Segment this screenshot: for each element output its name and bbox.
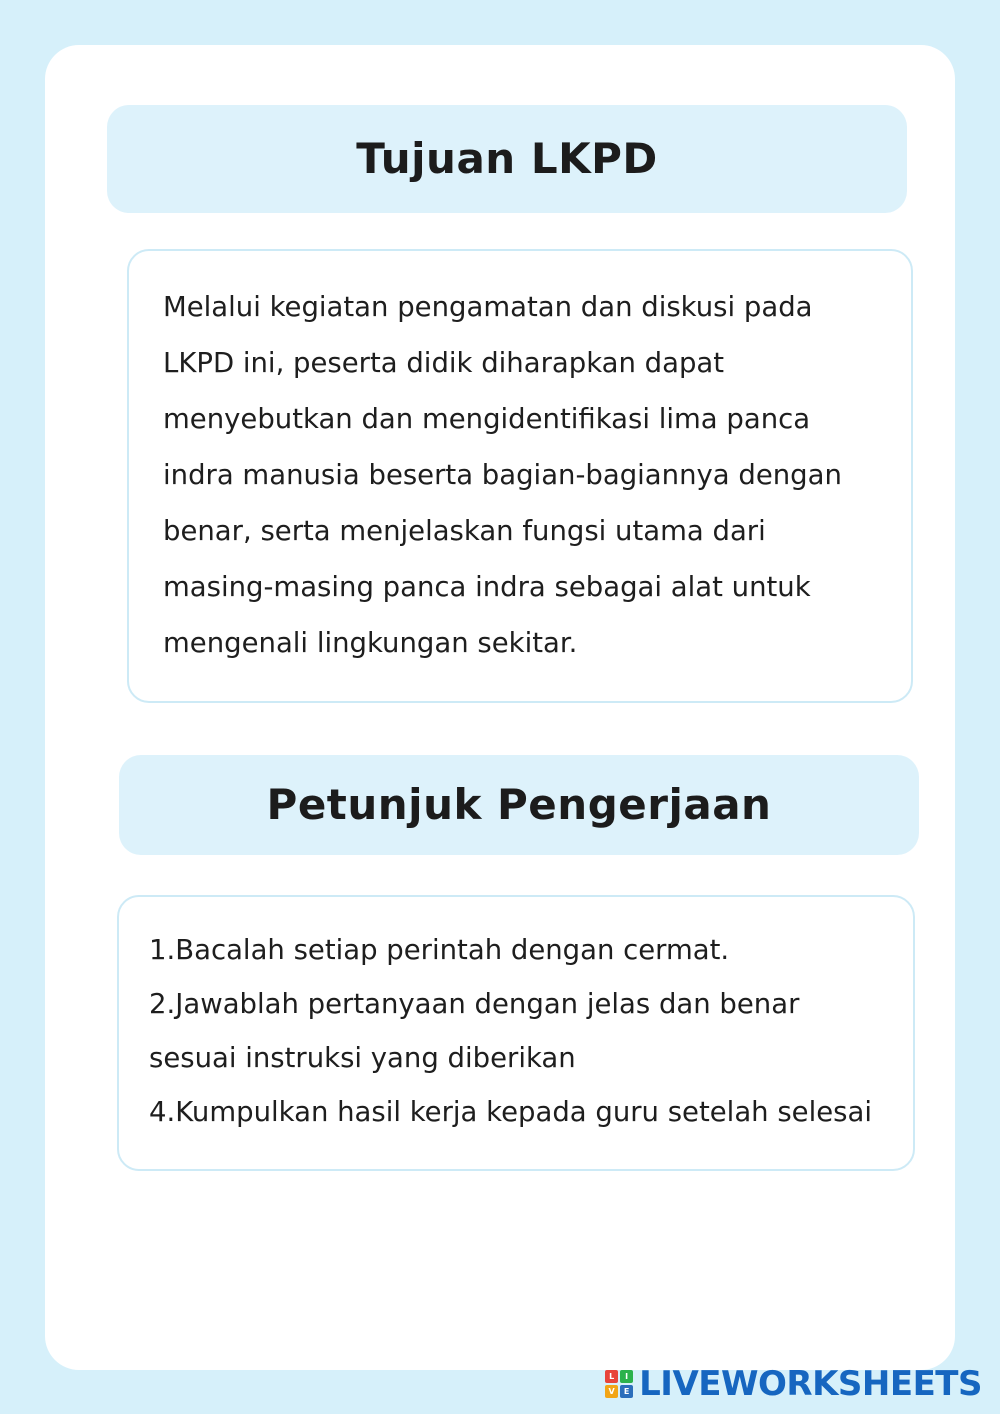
instruction-item: 1.Bacalah setiap perintah dengan cermat. — [149, 934, 730, 966]
logo-letter-e: E — [620, 1385, 633, 1398]
liveworksheets-brand-text: LIVEWORKSHEETS — [639, 1364, 982, 1404]
liveworksheets-logo-icon — [605, 1370, 633, 1398]
liveworksheets-footer[interactable] — [605, 1364, 982, 1404]
tujuan-card — [127, 249, 913, 703]
worksheet-page — [45, 45, 955, 1370]
logo-letter-v: V — [605, 1385, 618, 1398]
logo-letter-i: I — [620, 1370, 633, 1383]
instruction-item: 2.Jawablah pertanyaan dengan jelas dan benar sesuai instruksi yang diberikan — [149, 988, 809, 1074]
logo-letter-l: L — [605, 1370, 618, 1383]
section-title-petunjuk: Petunjuk Pengerjaan — [119, 755, 919, 855]
tujuan-body-text: Melalui kegiatan pengamatan dan diskusi pada LKPD ini, peserta didik diharapkan dapat menyebutkan dan mengidentifikasi lima panca indra manusia beserta bagian-bagiannya dengan benar, serta menjelaskan fungsi utama dari masing-masing panca indra sebagai alat untuk mengenali lingkungan sekitar. — [163, 291, 842, 659]
instruction-item: 4.Kumpulkan hasil kerja kepada guru setelah selesai — [149, 1096, 872, 1128]
worksheet-content — [105, 105, 905, 1171]
section-title-tujuan: Tujuan LKPD — [107, 105, 907, 213]
section-spacer — [105, 703, 905, 755]
petunjuk-card — [117, 895, 915, 1171]
